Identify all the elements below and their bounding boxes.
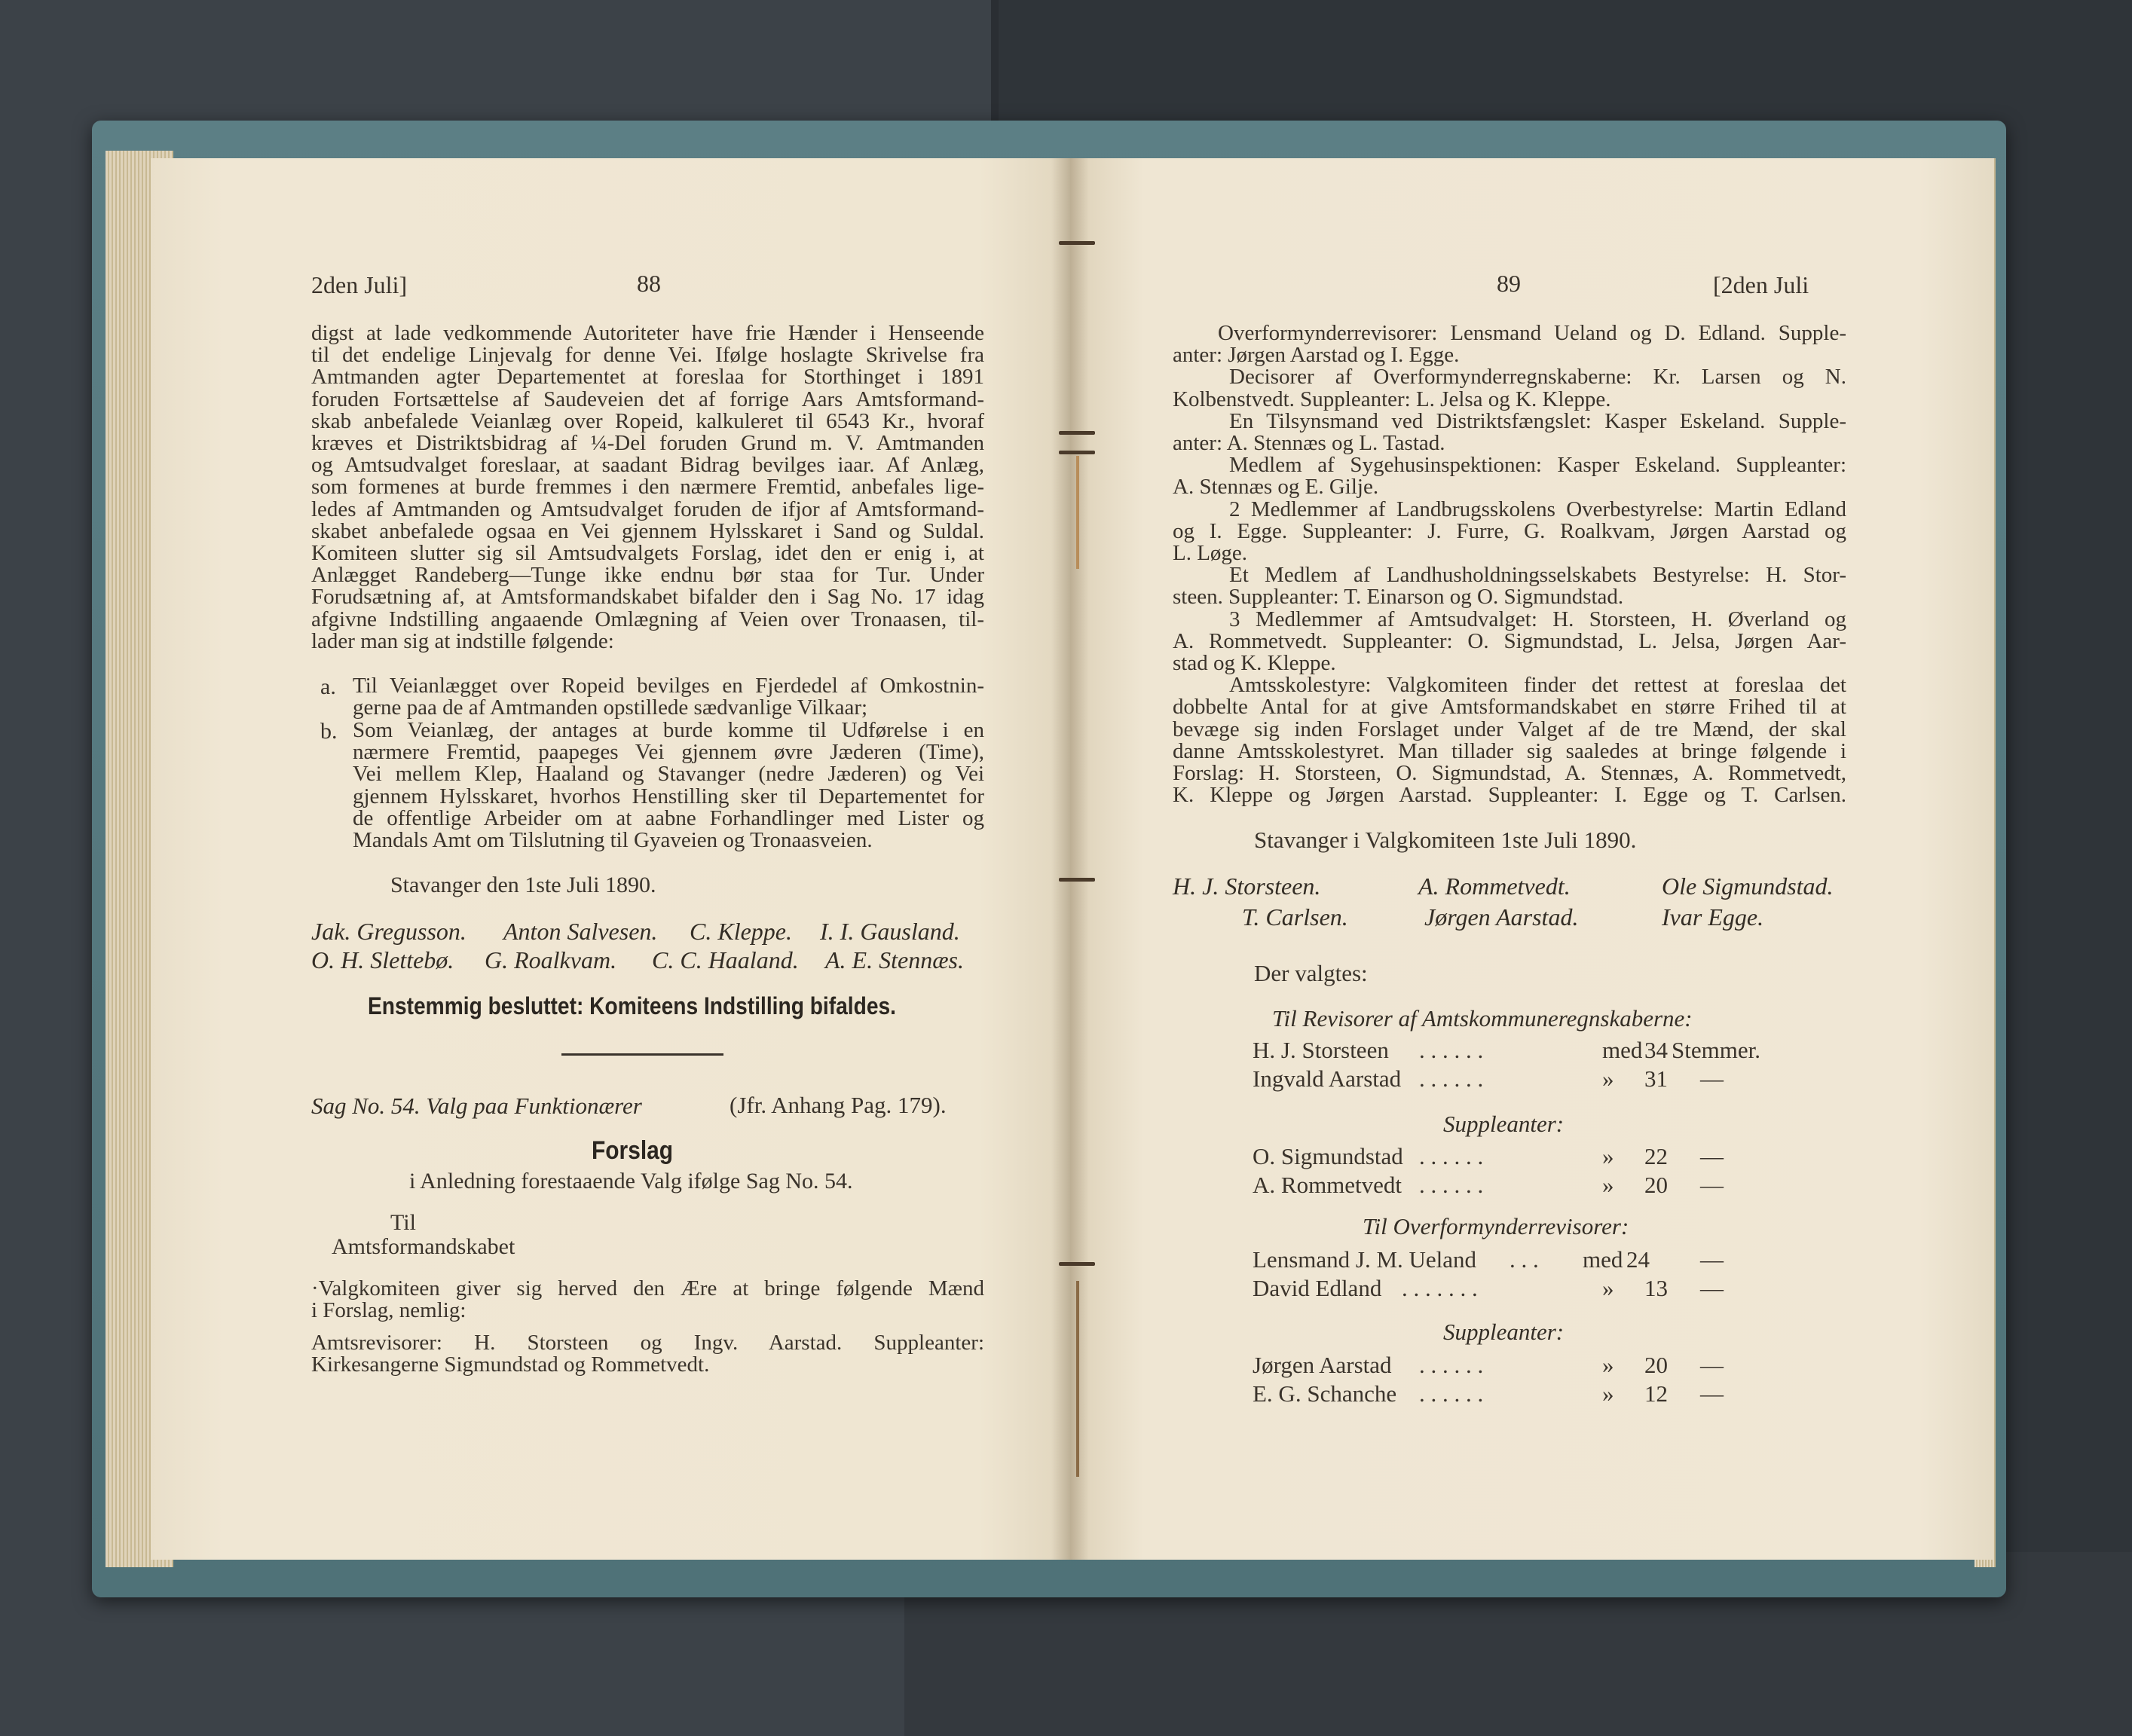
vote-unit: Stemmer. [1672, 1037, 1760, 1063]
vote-count: 22 [1644, 1143, 1668, 1169]
text-line: skabet anbefalede ogsaa en Vei gjennem Hylsskaret i Sand og Suldal. [311, 518, 984, 543]
text-line: L. Løge. [1173, 541, 1248, 566]
vote-prefix: » [1602, 1065, 1614, 1092]
text-line: Forudsætning af, at Amtsformandskabet bifalder den i Sag No. 17 idag [311, 585, 984, 610]
left-body-paragraph [311, 322, 984, 653]
signature: A. Rommetvedt. [1418, 873, 1571, 900]
text-line: Mandals Amt om Tilslutning til Gyaveien og Tronaasveien. [353, 828, 873, 853]
list-marker-b: b. [320, 719, 338, 744]
vote-leader: . . . [1510, 1246, 1539, 1273]
list-marker-a: a. [320, 674, 336, 699]
text-line: Amtsrevisorer: H. Storsteen og Ingv. Aarstad. Suppleanter: [311, 1331, 984, 1355]
resolution-heading: Enstemmig besluttet: Komiteens Indstilling bifaldes. [368, 992, 896, 1019]
intro-paragraph [311, 1278, 984, 1322]
vote-leader: . . . . . . . [1402, 1275, 1478, 1301]
vote-name: O. Sigmundstad [1253, 1143, 1403, 1169]
text-line: Som Veianlæg, der antages at burde komme til Udførelse i en [353, 718, 984, 742]
election-heading: Suppleanter: [1443, 1111, 1565, 1137]
vote-prefix: » [1602, 1352, 1614, 1378]
running-header-left: 2den Juli] [311, 271, 408, 298]
vote-leader: . . . . . . [1419, 1352, 1484, 1378]
vote-count: 12 [1644, 1380, 1668, 1407]
vote-name: H. J. Storsteen [1253, 1037, 1389, 1063]
text-line: Amtmanden agter Departementet at foreslaa for Storthinget i 1891 [311, 365, 984, 390]
vote-leader: . . . . . . [1419, 1065, 1484, 1092]
text-line: K. Kleppe og Jørgen Aarstad. Suppleanter: I. Egge og T. Carlsen. [1173, 783, 1846, 808]
vote-name: David Edland [1253, 1275, 1382, 1301]
left-place-date: Stavanger den 1ste Juli 1890. [390, 873, 656, 897]
running-header-right: [2den Juli [1713, 271, 1809, 298]
text-line: som formenes at burde fremmes i den nærmere Fremtid, anbefales lige- [311, 475, 984, 500]
right-body-paragraph [1173, 322, 1846, 806]
elected-intro: Der valgtes: [1254, 960, 1368, 986]
vote-unit: — [1700, 1275, 1724, 1301]
text-line: Komiteen slutter sig sil Amtsudvalgets Forslag, idet den er enig i, at [311, 541, 984, 566]
vote-prefix: med [1602, 1037, 1643, 1063]
signature: T. Carlsen. [1242, 903, 1348, 931]
binding-thread [1076, 456, 1079, 569]
text-line: Kolbenstvedt. Suppleanter: L. Jelsa og K. Kleppe. [1173, 387, 1611, 411]
text-line: gjennem Hylsskaret, hvorhos Henstilling sker til Departementet for [353, 784, 984, 808]
vote-prefix: » [1602, 1172, 1614, 1198]
forslag-heading: Forslag [592, 1136, 674, 1165]
vote-prefix: » [1602, 1143, 1614, 1169]
right-place-date: Stavanger i Valgkomiteen 1ste Juli 1890. [1254, 827, 1637, 853]
text-line: foruden Fortsættelse af Saudeveien det af forrige Aars Amtsformand- [311, 387, 984, 411]
vote-unit: — [1700, 1065, 1724, 1092]
vote-leader: . . . . . . [1419, 1143, 1484, 1169]
binding-stitch [1059, 241, 1095, 245]
signature: Jørgen Aarstad. [1424, 903, 1579, 931]
text-line: kræves et Distriktsbidrag af ¼-Del foruden Grund m. V. Amtmanden [311, 431, 984, 456]
vote-leader: . . . . . . [1419, 1380, 1484, 1407]
text-line: En Tilsynsmand ved Distriktsfængslet: Kasper Eskeland. Supple- [1229, 408, 1846, 433]
text-line: nærmere Fremtid, paapeges Vei gjennem øvre Jæderen (Time), [353, 740, 984, 765]
page-number-right: 89 [1497, 270, 1521, 297]
vote-count: 34 [1644, 1037, 1668, 1063]
text-line: steen. Suppleanter: T. Einarson og O. Sigmundstad. [1173, 585, 1624, 610]
vote-name: Ingvald Aarstad [1253, 1065, 1402, 1092]
text-line: de offentlige Arbeider om at aabne Forhandlinger med Lister og [353, 805, 984, 830]
vote-count: 13 [1644, 1275, 1668, 1301]
vote-prefix: » [1602, 1275, 1614, 1301]
text-line: Overformynderrevisorer: Lensmand Ueland og D. Edland. Supple- [1218, 321, 1846, 345]
address-recipient: Amtsformandskabet [332, 1234, 515, 1259]
vote-unit: — [1700, 1352, 1724, 1378]
signature: C. C. Haaland. [652, 946, 799, 973]
text-line: A. Rommetvedt. Suppleanter: O. Sigmundstad, L. Jelsa, Jørgen Aar- [1173, 628, 1846, 653]
binding-thread [1076, 1281, 1079, 1477]
signature: Jak. Gregusson. [311, 918, 466, 945]
signature: Anton Salvesen. [503, 918, 658, 945]
binding-stitch [1059, 451, 1095, 454]
text-line: A. Stennæs og E. Gilje. [1173, 475, 1379, 500]
forslag-subtitle: i Anledning forestaaende Valg ifølge Sag No. 54. [409, 1169, 853, 1194]
book-gutter [1051, 158, 1089, 1560]
case-title: Sag No. 54. Valg paa Funktionærer [311, 1093, 642, 1119]
text-line: anter: A. Stennæs og L. Tastad. [1173, 431, 1445, 456]
text-line: ·Valgkomiteen giver sig herved den Ære at bringe følgende Mænd [311, 1276, 984, 1300]
text-line: bevæge sig inden Forslaget under Valget af de tre Mænd, der skal [1173, 717, 1846, 741]
text-line: stad og K. Kleppe. [1173, 651, 1336, 676]
vote-leader: . . . . . . [1419, 1172, 1484, 1198]
text-line: gerne paa de af Amtmanden opstillede sædvanlige Vilkaar; [353, 695, 868, 720]
vote-count: 31 [1644, 1065, 1668, 1092]
election-heading: Suppleanter: [1443, 1319, 1565, 1345]
list-item-a [353, 675, 984, 719]
signature: H. J. Storsteen. [1173, 873, 1321, 900]
vote-name: Lensmand J. M. Ueland [1253, 1246, 1477, 1273]
vote-leader: . . . . . . [1419, 1037, 1484, 1063]
vote-count: 20 [1644, 1172, 1668, 1198]
vote-name: Jørgen Aarstad [1253, 1352, 1392, 1378]
page-number-left: 88 [637, 270, 661, 297]
text-line: i Forslag, nemlig: [311, 1298, 466, 1323]
binding-stitch [1059, 878, 1095, 882]
text-line: Et Medlem af Landhusholdningsselskabets Bestyrelse: H. Stor- [1229, 563, 1846, 588]
text-line: digst at lade vedkommende Autoriteter have frie Hænder i Henseende [311, 321, 984, 345]
signature: O. H. Slettebø. [311, 946, 454, 973]
vote-name: E. G. Schanche [1253, 1380, 1397, 1407]
text-line: 3 Medlemmer af Amtsudvalget: H. Storsteen, H. Øverland og [1229, 607, 1846, 631]
vote-unit: — [1700, 1143, 1724, 1169]
signature: I. I. Gausland. [820, 918, 960, 945]
text-line: Kirkesangerne Sigmundstad og Rommetvedt. [311, 1352, 710, 1377]
vote-count: 20 [1644, 1352, 1668, 1378]
text-line: afgivne Indstilling angaaende Omlægning af Veien over Tronaasen, til- [311, 607, 984, 631]
vote-count: 24 [1626, 1246, 1650, 1273]
signature: Ole Sigmundstad. [1662, 873, 1834, 900]
text-line: Vei mellem Klep, Haaland og Stavanger (nedre Jæderen) og Vei [353, 762, 984, 787]
text-line: Forslag: H. Storsteen, O. Sigmundstad, A. Stennæs, A. Rommetvedt, [1173, 761, 1846, 786]
vote-unit: — [1700, 1246, 1724, 1273]
binding-stitch [1059, 1262, 1095, 1266]
text-line: Til Veianlægget over Ropeid bevilges en Fjerdedel af Omkostnin- [353, 674, 984, 698]
text-line: dobbelte Antal for at give Amtsformandskabet en større Frihed til at [1173, 695, 1846, 720]
binding-stitch [1059, 431, 1095, 435]
text-line: Amtsskolestyre: Valgkomiteen finder det rettest at foreslaa det [1229, 673, 1846, 698]
section-divider [561, 1053, 723, 1056]
vote-name: A. Rommetvedt [1253, 1172, 1402, 1198]
text-line: Medlem af Sygehusinspektionen: Kasper Eskeland. Suppleanter: [1229, 453, 1846, 478]
text-line: Decisorer af Overformynderregnskaberne: Kr. Larsen og N. [1229, 365, 1846, 390]
auditors-paragraph [311, 1332, 984, 1376]
text-line: ledes af Amtmanden og Amtsudvalget foruden de ifjor af Amtsformand- [311, 497, 984, 521]
text-line: 2 Medlemmer af Landbrugsskolens Overbestyrelse: Martin Edland [1229, 497, 1846, 521]
election-heading: Til Overformynderrevisorer: [1363, 1213, 1629, 1239]
vote-prefix: » [1602, 1380, 1614, 1407]
address-to: Til [390, 1210, 416, 1235]
text-line: og I. Egge. Suppleanter: J. Furre, G. Roalkvam, Jørgen Aarstad og [1173, 518, 1846, 543]
case-reference: (Jfr. Anhang Pag. 179). [730, 1092, 947, 1118]
signature: G. Roalkvam. [485, 946, 617, 973]
vote-prefix: med [1583, 1246, 1623, 1273]
signature: Ivar Egge. [1662, 903, 1764, 931]
vote-unit: — [1700, 1380, 1724, 1407]
text-line: til det endelige Linjevalg for denne Vei. Ifølge hoslagte Skrivelse fra [311, 343, 984, 368]
election-heading: Til Revisorer af Amtskommuneregnskaberne: [1272, 1005, 1693, 1032]
text-line: danne Amtsskolestyret. Man tillader sig saaledes at bringe følgende i [1173, 738, 1846, 763]
text-line: lader man sig at indstille følgende: [311, 628, 614, 653]
text-line: anter: Jørgen Aarstad og I. Egge. [1173, 343, 1460, 368]
signature: A. E. Stennæs. [825, 946, 964, 973]
text-line: og Amtsudvalget foreslaar, at saadant Bidrag bevilges iaar. Af Anlæg, [311, 453, 984, 478]
text-line: Anlægget Randeberg—Tunge ikke endnu bør staa for Tur. Under [311, 563, 984, 588]
signature: C. Kleppe. [690, 918, 792, 945]
text-line: skab anbefalede Veianlæg over Ropeid, kalkuleret til 6543 Kr., hvoraf [311, 408, 984, 433]
list-item-b [353, 720, 984, 851]
background-board-seam [991, 0, 999, 128]
vote-unit: — [1700, 1172, 1724, 1198]
